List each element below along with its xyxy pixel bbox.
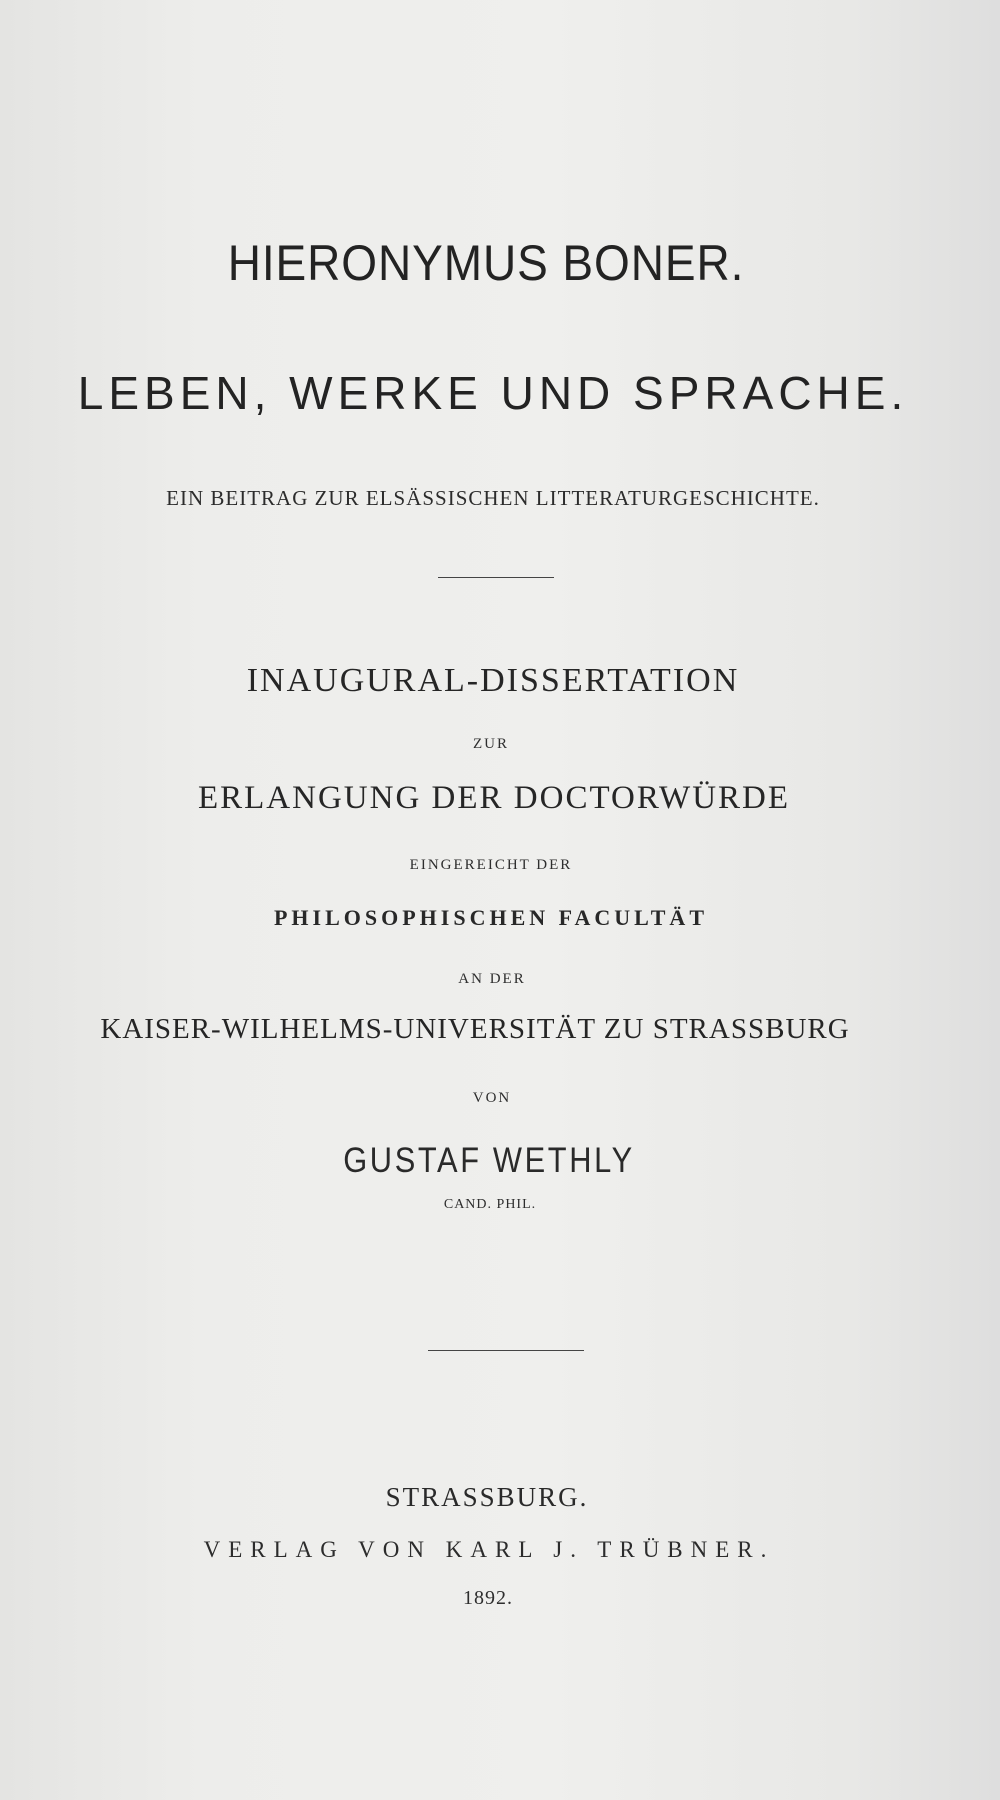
divider-rule-top [438, 577, 554, 578]
von-line: VON [472, 1090, 512, 1106]
publisher-line: VERLAG VON KARL J. TRÜBNER. [203, 1537, 775, 1562]
an-der-line: AN DER [458, 971, 526, 987]
book-title: HIERONYMUS BONER. [227, 235, 745, 291]
zur-line: ZUR [473, 736, 509, 752]
university-line: KAISER-WILHELMS-UNIVERSITÄT ZU STRASSBURG [100, 1013, 850, 1045]
submitted-line: EINGEREICHT DER [409, 857, 573, 873]
book-subtitle: LEBEN, WERKE UND SPRACHE. [77, 367, 909, 419]
publication-year: 1892. [463, 1587, 513, 1609]
faculty-line: PHILOSOPHISCHEN FACULTÄT [273, 905, 708, 930]
author-name: GUSTAF WETHLY [343, 1141, 635, 1180]
book-tagline: EIN BEITRAG ZUR ELSÄSSISCHEN LITTERATURGESCHICHTE. [166, 486, 820, 510]
divider-rule-bottom [428, 1350, 584, 1351]
dissertation-heading: INAUGURAL-DISSERTATION [246, 662, 740, 699]
author-title: CAND. PHIL. [443, 1197, 537, 1212]
doctorate-line: ERLANGUNG DER DOCTORWÜRDE [197, 780, 791, 816]
publication-place: STRASSBURG. [385, 1482, 589, 1512]
